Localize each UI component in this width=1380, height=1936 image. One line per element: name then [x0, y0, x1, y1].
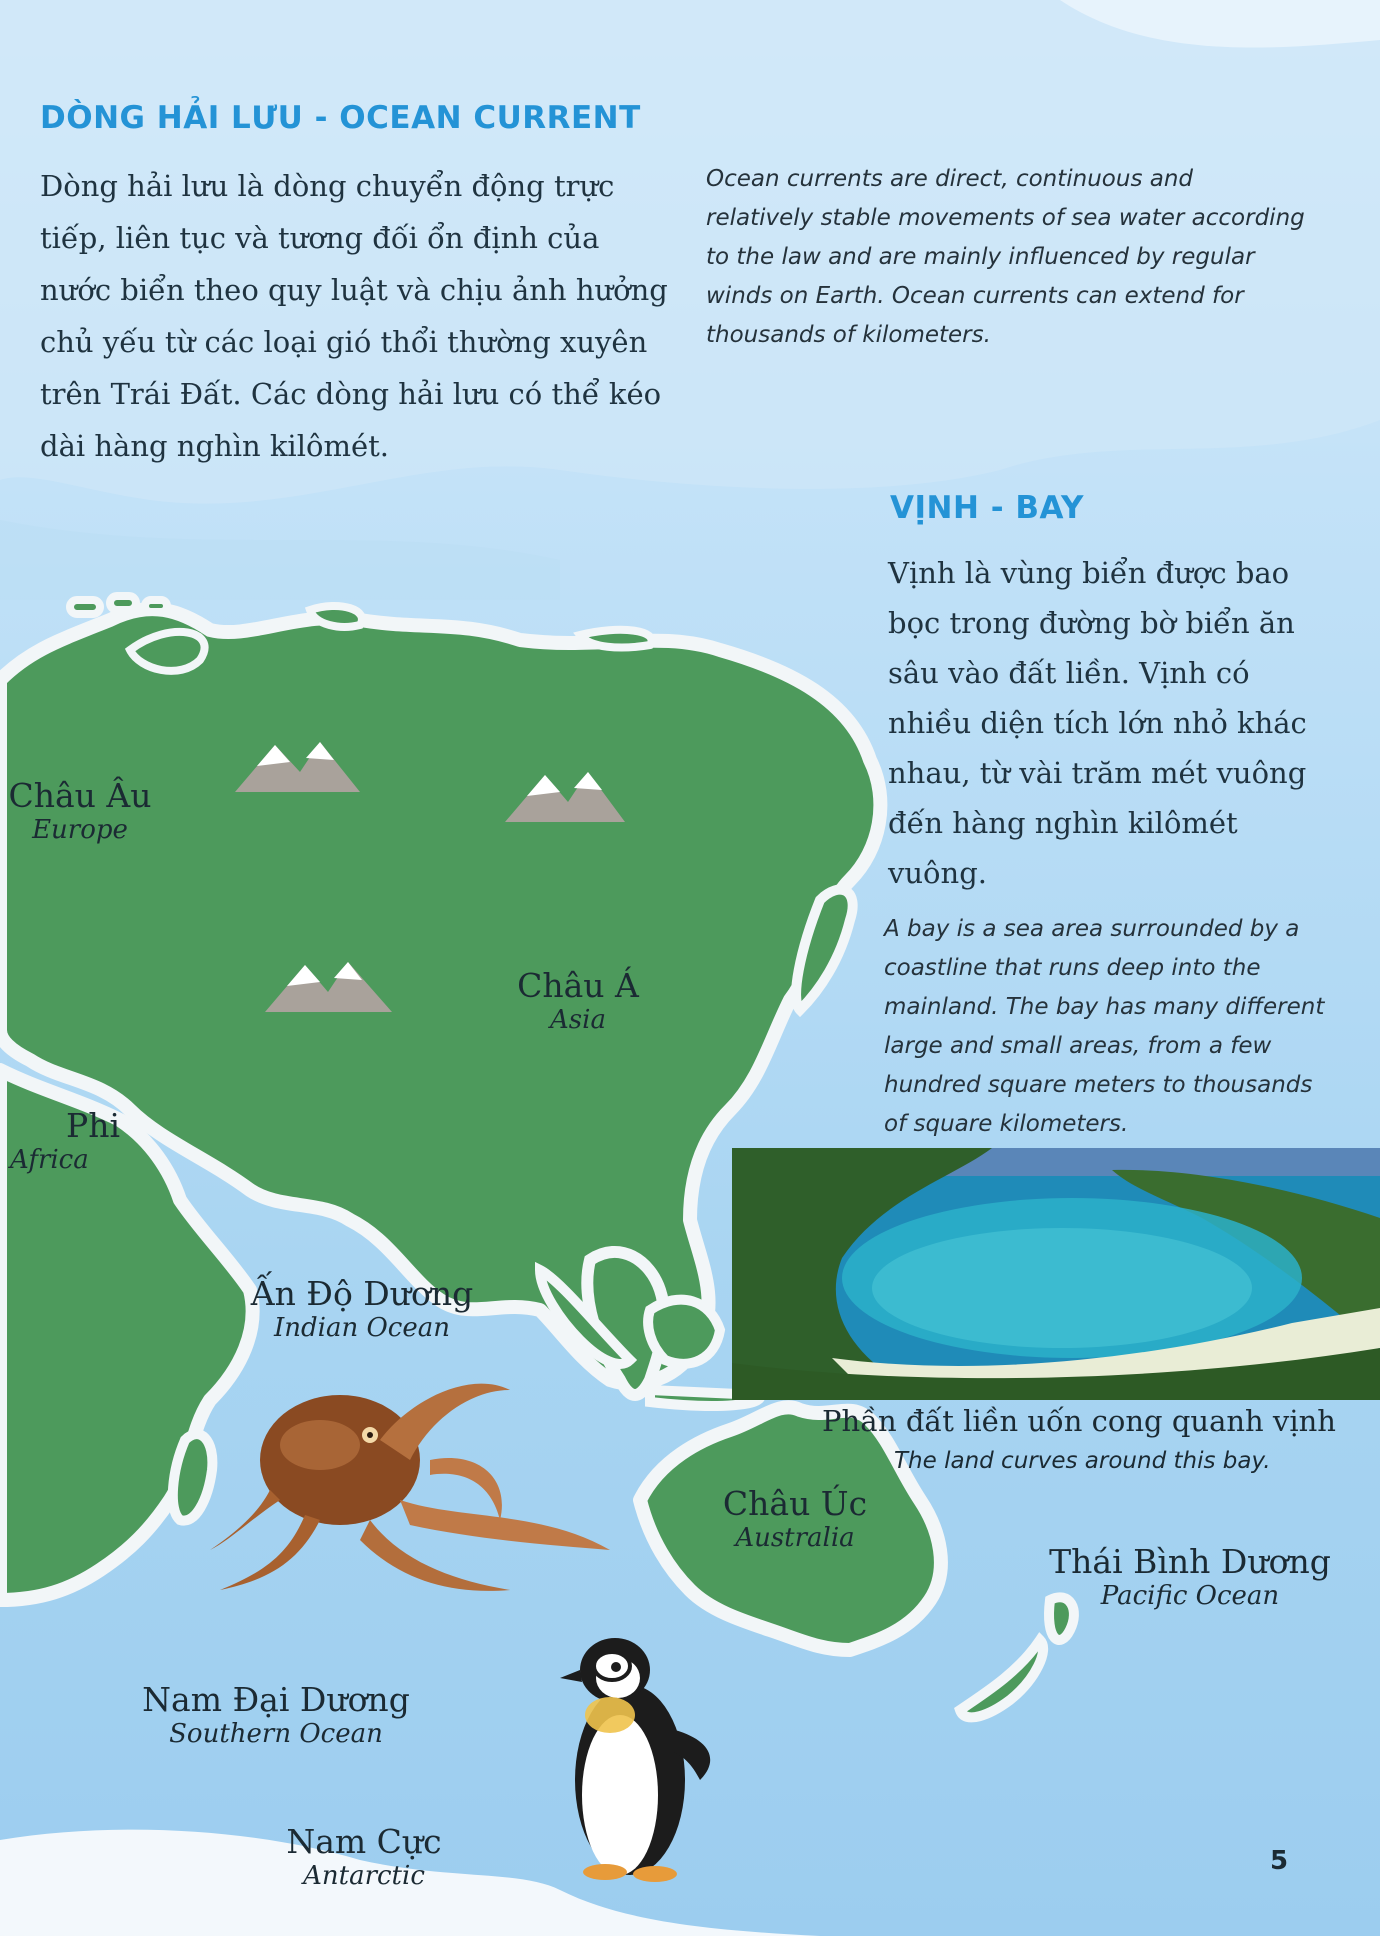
ocean-current-en-text: Ocean currents are direct, continuous and relatively stable movements of sea water according to the law and are mainly influenced by regular winds on Earth. Ocean currents can extend for thousands of kilometers.	[706, 166, 1305, 348]
label-indian-ocean: Ấn Độ Dương Indian Ocean	[250, 1274, 474, 1343]
label-antarctic: Nam Cực Antarctic	[286, 1822, 442, 1891]
label-europe: Châu Âu Europe	[8, 776, 152, 845]
penguin-illustration	[560, 1630, 730, 1890]
label-pacific-ocean: Thái Bình Dương Pacific Ocean	[1049, 1542, 1331, 1611]
bay-caption-vi: Phần đất liền uốn cong quanh vịnh	[822, 1404, 1336, 1438]
bay-caption-en: The land curves around this bay.	[894, 1448, 1271, 1474]
ocean-current-heading: DÒNG HẢI LƯU - OCEAN CURRENT	[40, 100, 641, 136]
bay-photo	[732, 1148, 1380, 1400]
label-africa: Phi Africa	[10, 1106, 120, 1175]
page-number: 5	[1270, 1846, 1289, 1876]
madagascar-island	[173, 1434, 213, 1521]
ocean-current-vi-text: Dòng hải lưu là dòng chuyển động trực tiếp, liên tục và tương đối ổn định của nước biển theo quy luật và chịu ảnh hưởng chủ yếu từ các loại gió thổi thường xuyên trên Trái Đất. Các dòng hải lưu có thể kéo dài hàng nghìn kilômét.	[40, 169, 668, 463]
octopus-illustration	[210, 1350, 650, 1620]
bay-en-text: A bay is a sea area surrounded by a coastline that runs deep into the mainland. The bay has many different large and small areas, from a few hundred square meters to thousands of square kilometers.	[884, 916, 1325, 1137]
label-southern-ocean: Nam Đại Dương Southern Ocean	[142, 1680, 410, 1749]
new-zealand-islands	[960, 1597, 1074, 1717]
bay-heading: VỊNH - BAY	[890, 490, 1084, 526]
label-australia: Châu Úc Australia	[722, 1484, 868, 1553]
bay-vi-text: Vịnh là vùng biển được bao bọc trong đường bờ biển ăn sâu vào đất liền. Vịnh có nhiều diện tích lớn nhỏ khác nhau, từ vài trăm mét vuông đến hàng nghìn kilômét vuông.	[888, 556, 1307, 890]
label-asia: Châu Á Asia	[517, 966, 639, 1035]
